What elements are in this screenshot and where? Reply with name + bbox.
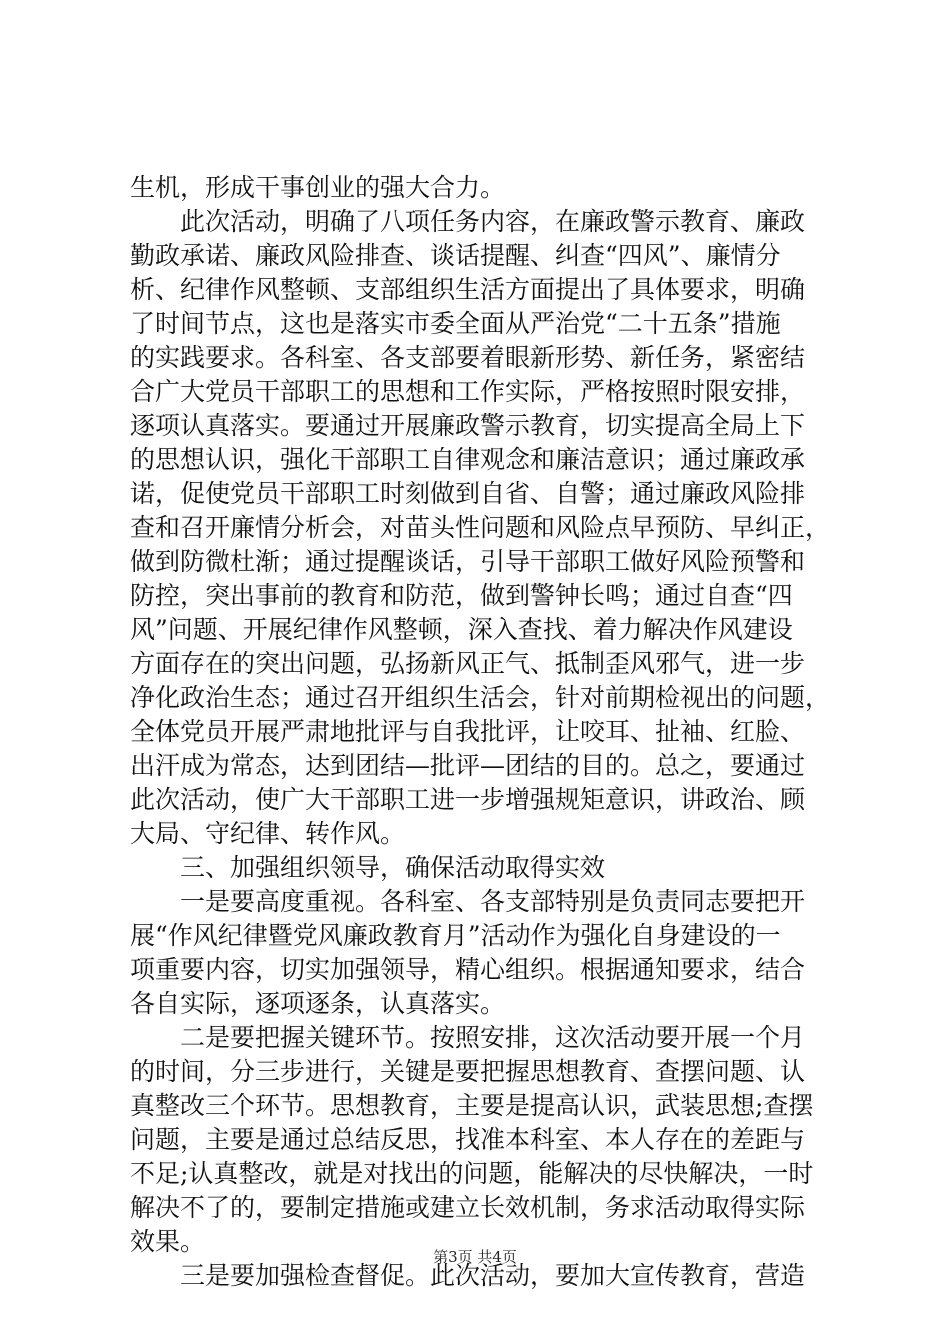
body-text-line: 一是要高度重视。各科室、各支部特别是负责同志要把开 (130, 887, 806, 916)
body-text-line: 效果。 (130, 1227, 206, 1256)
body-text-line: 全体党员开展严肃地批评与自我批评，让咬耳、扯袖、红脸、 (130, 717, 806, 746)
body-text-line: 解决不了的，要制定措施或建立长效机制，务求活动取得实际 (130, 1193, 806, 1222)
body-text-line: 逐项认真落实。要通过开展廉政警示教育，切实提高全局上下 (130, 411, 806, 440)
body-text-line: 真整改三个环节。思想教育，主要是提高认识，武装思想;查摆 (130, 1091, 814, 1120)
body-text-line: 合广大党员干部职工的思想和工作实际，严格按照时限安排， (130, 377, 806, 406)
section-heading: 三、加强组织领导，确保活动取得实效 (130, 853, 606, 882)
body-text-line: 防控，突出事前的教育和防范，做到警钟长鸣；通过自查“四 (130, 581, 793, 610)
body-text-line: 大局、守纪律、转作风。 (130, 819, 406, 848)
body-text-line: 净化政治生态；通过召开组织生活会，针对前期检视出的问题， (130, 683, 831, 712)
body-text-line: 问题，主要是通过总结反思，找准本科室、本人存在的差距与 (130, 1125, 806, 1154)
body-text-line: 出汗成为常态，达到团结—批评—团结的目的。总之，要通过 (130, 751, 806, 780)
body-text-line: 析、纪律作风整顿、支部组织生活方面提出了具体要求，明确 (130, 275, 806, 304)
body-text-line: 的实践要求。各科室、各支部要着眼新形势、新任务，紧密结 (130, 343, 806, 372)
body-text-line: 方面存在的突出问题，弘扬新风正气、抵制歪风邪气，进一步 (130, 649, 806, 678)
body-text-line: 查和召开廉情分析会，对苗头性问题和风险点早预防、早纠正， (130, 513, 831, 542)
body-text-line: 三是要加强检查督促。此次活动，要加大宣传教育，营造 (130, 1261, 806, 1290)
body-text-line: 生机，形成干事创业的强大合力。 (130, 173, 506, 202)
body-text-line: 的时间，分三步进行，关键是要把握思想教育、查摆问题、认 (130, 1057, 806, 1086)
body-text-line: 此次活动，明确了八项任务内容，在廉政警示教育、廉政 (130, 207, 806, 236)
body-text-line: 各自实际，逐项逐条，认真落实。 (130, 989, 506, 1018)
body-text-line: 做到防微杜渐；通过提醒谈话，引导干部职工做好风险预警和 (130, 547, 806, 576)
body-text-line: 诺，促使党员干部职工时刻做到自省、自警；通过廉政风险排 (130, 479, 806, 508)
body-text-line: 二是要把握关键环节。按照安排，这次活动要开展一个月 (130, 1023, 806, 1052)
body-text-line: 勤政承诺、廉政风险排查、谈话提醒、纠查“四风”、廉情分 (130, 241, 781, 270)
body-text-line: 项重要内容，切实加强领导，精心组织。根据通知要求，结合 (130, 955, 806, 984)
body-text-line: 不足;认真整改，就是对找出的问题，能解决的尽快解决，一时 (130, 1159, 814, 1188)
body-text-line: 的思想认识，强化干部职工自律观念和廉洁意识；通过廉政承 (130, 445, 806, 474)
body-text-line: 此次活动，使广大干部职工进一步增强规矩意识，讲政治、顾 (130, 785, 806, 814)
body-text-line: 了时间节点，这也是落实市委全面从严治党“二十五条”措施 (130, 309, 781, 338)
page-footer: 第3页 共4页 (433, 1248, 517, 1266)
body-text-line: 展“作风纪律暨党风廉政教育月”活动作为强化自身建设的一 (130, 921, 781, 950)
body-text-line: 风”问题、开展纪律作风整顿，深入查找、着力解决作风建设 (130, 615, 793, 644)
